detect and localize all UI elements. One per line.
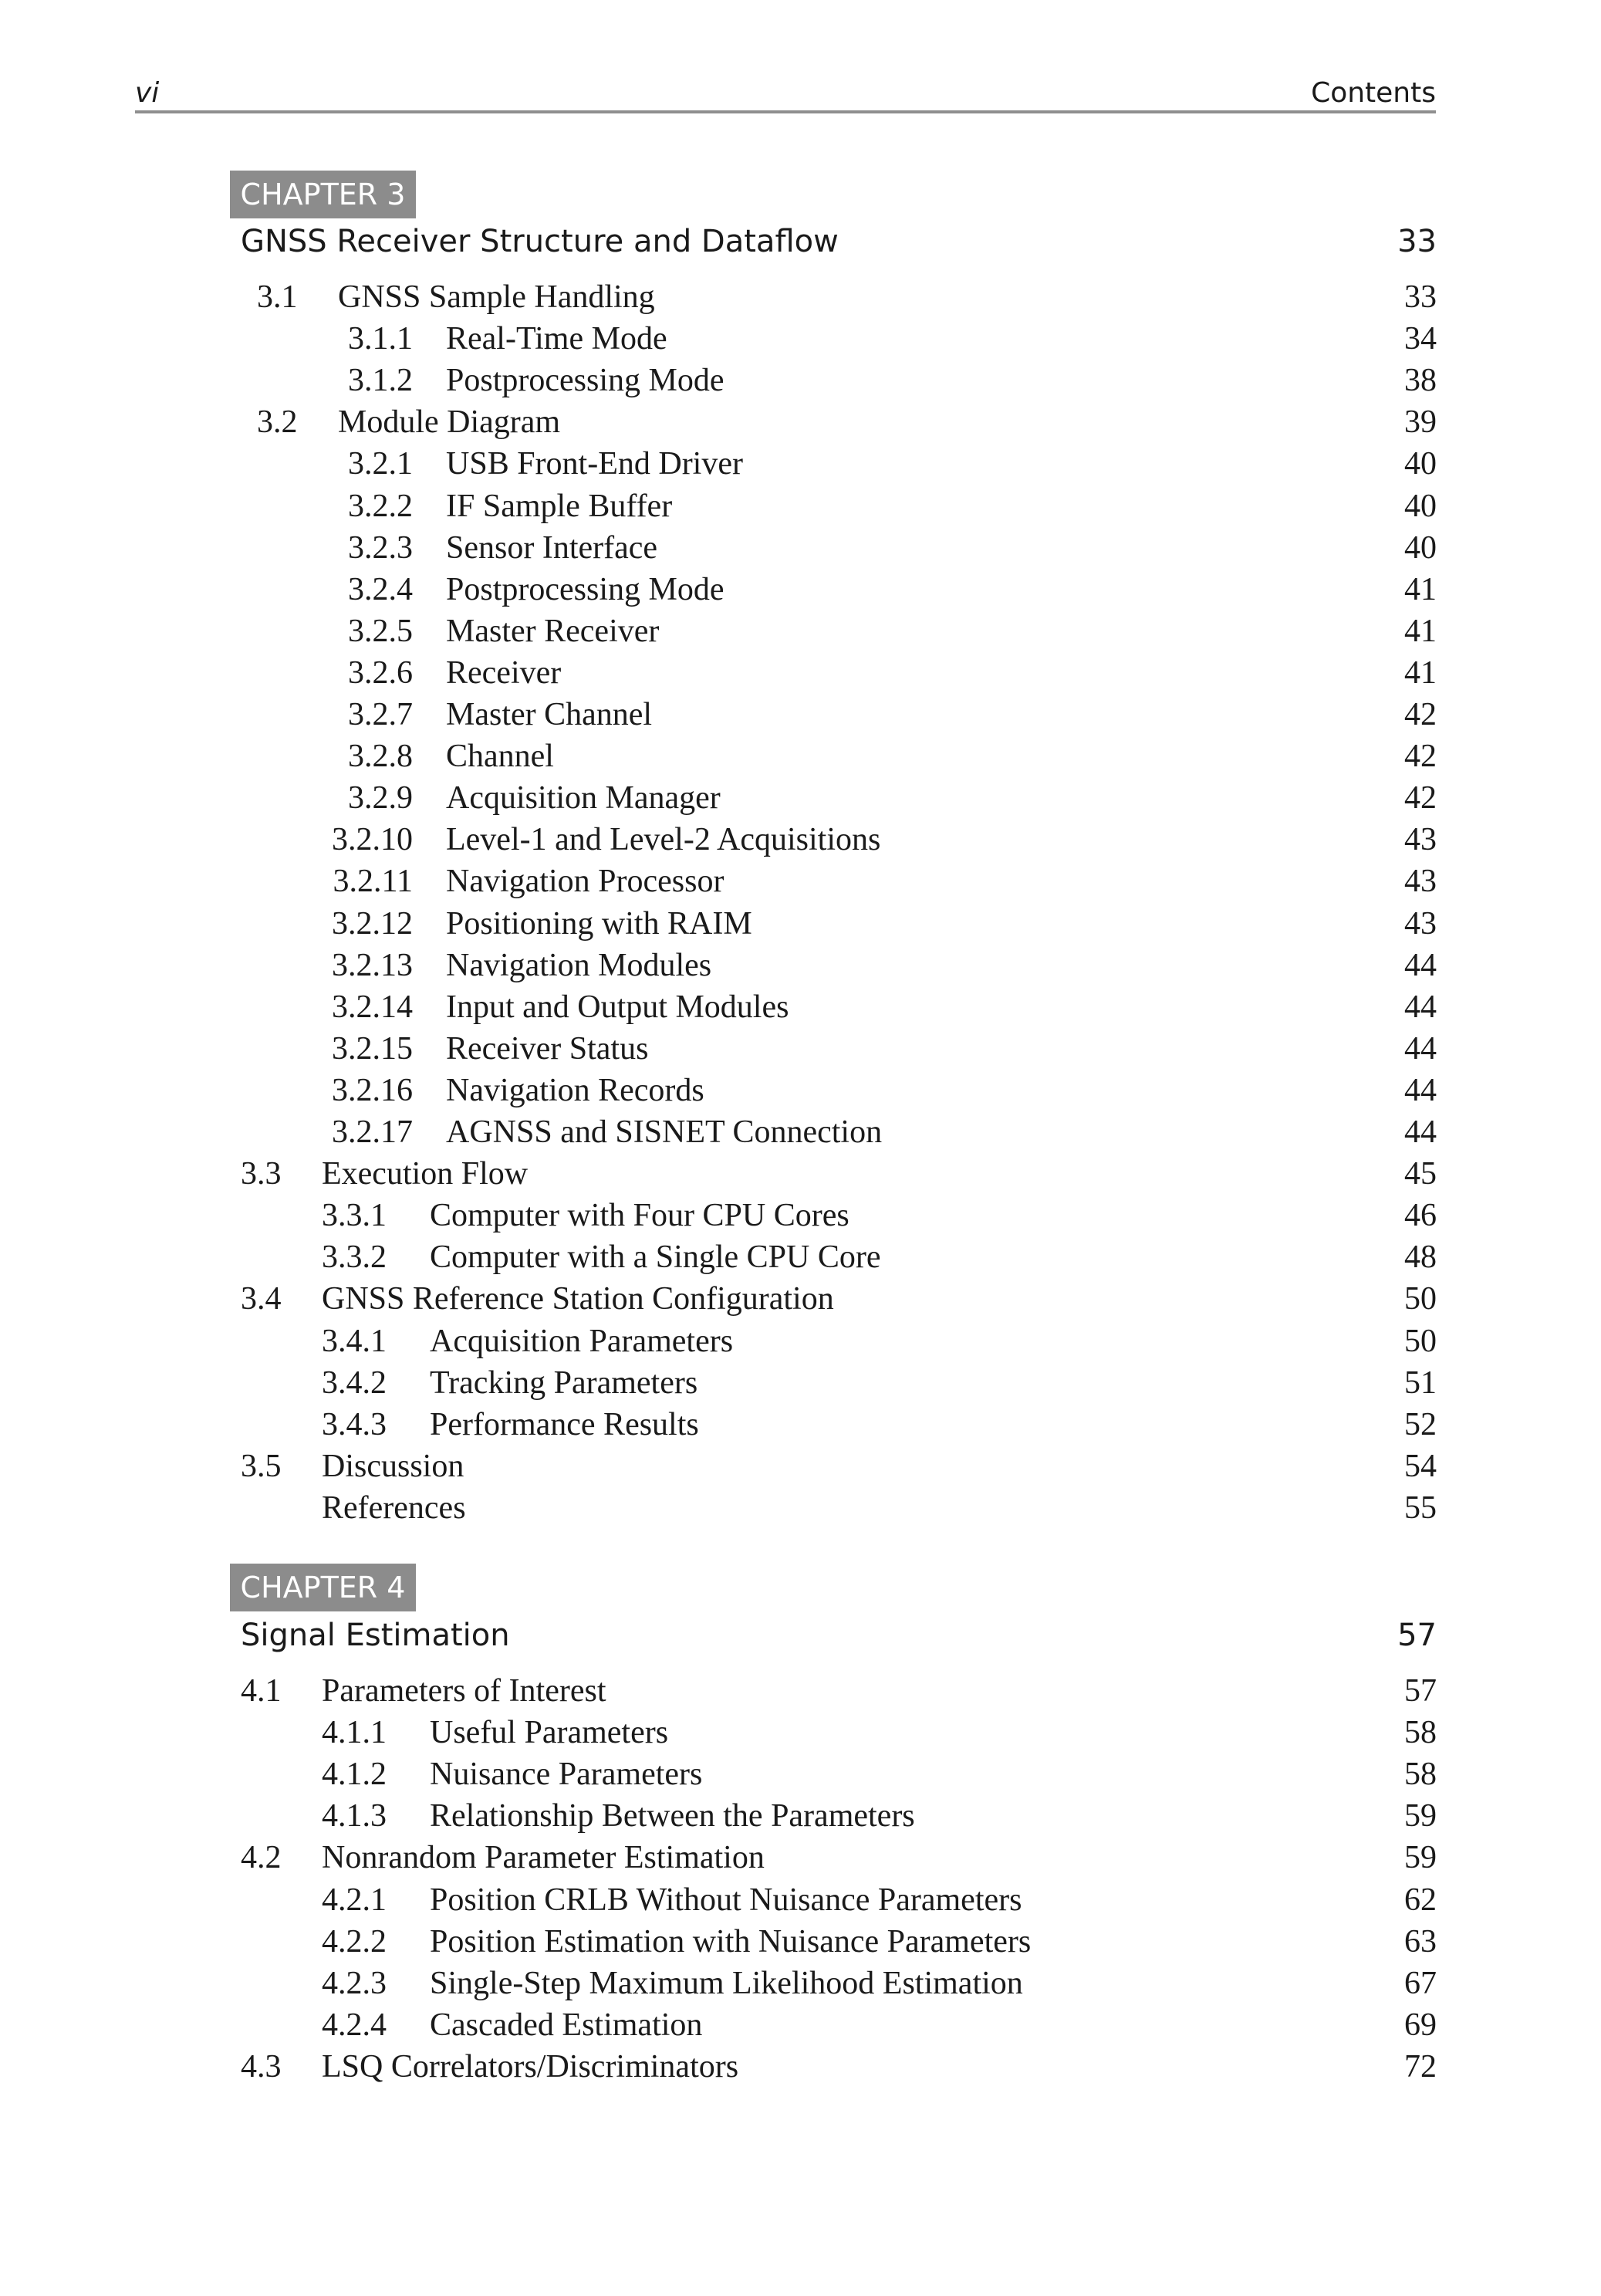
entry-title: Nonrandom Parameter Estimation [322, 1840, 765, 1875]
toc-entry[interactable] [0, 319, 1437, 359]
entry-title: Master Channel [446, 697, 653, 732]
entry-page: 48 [1404, 1239, 1437, 1275]
entry-page: 58 [1404, 1757, 1437, 1792]
toc-entry[interactable] [0, 1796, 1437, 1836]
toc-entry[interactable] [0, 695, 1437, 735]
toc-entry[interactable] [0, 1237, 1437, 1277]
entry-page: 59 [1404, 1798, 1437, 1834]
chapter-page: 57 [1397, 1618, 1437, 1653]
toc-entry[interactable] [0, 1321, 1437, 1361]
entry-number: 3.2.2 [348, 489, 413, 524]
entry-page: 40 [1404, 446, 1437, 482]
entry-title: Parameters of Interest [322, 1673, 606, 1709]
entry-title: Acquisition Manager [446, 780, 721, 816]
toc-entry[interactable] [0, 1363, 1437, 1403]
entry-page: 52 [1404, 1407, 1437, 1442]
entry-title: Postprocessing Mode [446, 572, 725, 607]
entry-title: Navigation Records [446, 1073, 704, 1108]
entry-title: Execution Flow [322, 1156, 529, 1192]
toc-entry[interactable] [0, 1671, 1437, 1711]
entry-number: 3.1.1 [348, 321, 413, 357]
entry-page: 43 [1404, 864, 1437, 899]
entry-page: 43 [1404, 822, 1437, 857]
entry-title: Position CRLB Without Nuisance Parameters [430, 1882, 1022, 1918]
entry-number: 3.2.15 [332, 1031, 413, 1067]
entry-title: Tracking Parameters [430, 1365, 698, 1401]
entry-page: 41 [1404, 614, 1437, 649]
entry-number: 4.1.3 [322, 1798, 387, 1834]
entry-page: 44 [1404, 989, 1437, 1025]
entry-page: 42 [1404, 739, 1437, 774]
entry-page: 34 [1404, 321, 1437, 357]
entry-title: Computer with a Single CPU Core [430, 1239, 881, 1275]
entry-page: 55 [1404, 1490, 1437, 1526]
toc-entry[interactable] [0, 1070, 1437, 1111]
entry-page: 40 [1404, 489, 1437, 524]
entry-page: 72 [1404, 2049, 1437, 2085]
entry-title: Computer with Four CPU Cores [430, 1198, 849, 1233]
entry-page: 44 [1404, 948, 1437, 983]
toc-entry[interactable] [0, 1195, 1437, 1236]
entry-page: 42 [1404, 697, 1437, 732]
toc-entry[interactable] [0, 1963, 1437, 2004]
entry-number: 3.5 [241, 1449, 282, 1484]
entry-title: Navigation Modules [446, 948, 712, 983]
entry-title: LSQ Correlators/Discriminators [322, 2049, 739, 2085]
entry-number: 4.2.2 [322, 1924, 387, 1960]
entry-page: 41 [1404, 572, 1437, 607]
entry-title: Postprocessing Mode [446, 363, 725, 398]
entry-title: AGNSS and SISNET Connection [446, 1114, 883, 1150]
chapter-title: Signal Estimation [241, 1618, 510, 1653]
toc-entry[interactable] [0, 861, 1437, 901]
entry-title: Useful Parameters [430, 1715, 669, 1750]
entry-number: 3.1.2 [348, 363, 413, 398]
entry-title: Relationship Between the Parameters [430, 1798, 915, 1834]
toc-entry[interactable] [0, 486, 1437, 526]
entry-number: 3.3.1 [322, 1198, 387, 1233]
entry-number: 3.2.1 [348, 446, 413, 482]
entry-title: Channel [446, 739, 554, 774]
entry-page: 33 [1404, 279, 1437, 315]
entry-title: Master Receiver [446, 614, 660, 649]
entry-page: 43 [1404, 906, 1437, 942]
entry-number: 3.2.3 [348, 530, 413, 566]
entry-page: 69 [1404, 2007, 1437, 2043]
entry-title: Real-Time Mode [446, 321, 667, 357]
toc-entry[interactable] [0, 653, 1437, 693]
entry-page: 62 [1404, 1882, 1437, 1918]
toc-entry[interactable] [0, 1713, 1437, 1753]
toc-entry[interactable] [0, 277, 1437, 317]
entry-number: 3.2.17 [332, 1114, 413, 1150]
toc-entry[interactable] [0, 444, 1437, 484]
entry-page: 58 [1404, 1715, 1437, 1750]
toc-entry[interactable] [0, 360, 1437, 401]
toc-entry[interactable] [0, 570, 1437, 610]
entry-number: 4.1 [241, 1673, 282, 1709]
entry-title: Input and Output Modules [446, 989, 789, 1025]
entry-title: Level-1 and Level-2 Acquisitions [446, 822, 881, 857]
entry-title: Sensor Interface [446, 530, 658, 566]
entry-page: 44 [1404, 1114, 1437, 1150]
toc-entry[interactable] [0, 987, 1437, 1027]
entry-number: 4.3 [241, 2049, 282, 2085]
entry-page: 39 [1404, 404, 1437, 440]
entry-title: Receiver [446, 655, 562, 691]
toc-entry[interactable] [0, 2047, 1437, 2087]
entry-page: 67 [1404, 1966, 1437, 2001]
toc-entry[interactable] [0, 736, 1437, 776]
entry-page: 59 [1404, 1840, 1437, 1875]
entry-number: 3.2.10 [332, 822, 413, 857]
toc-entry[interactable] [0, 2005, 1437, 2045]
toc-entry[interactable] [0, 1405, 1437, 1445]
entry-page: 50 [1404, 1281, 1437, 1317]
page-folio: vi [135, 77, 160, 109]
entry-page: 40 [1404, 530, 1437, 566]
entry-number: 3.2 [257, 404, 298, 440]
toc-entry[interactable] [0, 1112, 1437, 1152]
entry-number: 3.2.12 [332, 906, 413, 942]
toc-entry[interactable] [0, 778, 1437, 818]
entry-number: 3.3.2 [322, 1239, 387, 1275]
entry-number: 3.2.6 [348, 655, 413, 691]
entry-number: 3.2.4 [348, 572, 413, 607]
toc-entry[interactable] [0, 1446, 1437, 1486]
entry-page: 38 [1404, 363, 1437, 398]
entry-title: USB Front-End Driver [446, 446, 743, 482]
entry-number: 3.2.7 [348, 697, 413, 732]
toc-entry[interactable] [0, 945, 1437, 986]
entry-title: Module Diagram [338, 404, 561, 440]
toc-entry[interactable] [0, 1154, 1437, 1194]
entry-number: 3.4.1 [322, 1324, 387, 1359]
toc-entry[interactable] [0, 820, 1437, 860]
entry-number: 3.2.8 [348, 739, 413, 774]
entry-page: 45 [1404, 1156, 1437, 1192]
entry-title: Receiver Status [446, 1031, 649, 1067]
toc-entry[interactable] [0, 1279, 1437, 1319]
entry-number: 3.2.5 [348, 614, 413, 649]
entry-title: References [322, 1490, 466, 1526]
entry-number: 4.1.2 [322, 1757, 387, 1792]
toc-entry[interactable] [0, 402, 1437, 442]
toc-entry[interactable] [0, 1838, 1437, 1878]
entry-page: 41 [1404, 655, 1437, 691]
entry-number: 3.4 [241, 1281, 282, 1317]
toc-entry[interactable] [0, 904, 1437, 944]
entry-page: 46 [1404, 1198, 1437, 1233]
chapter-4-badge: CHAPTER 4 [230, 1564, 416, 1611]
running-title: Contents [1311, 77, 1436, 109]
toc-entry[interactable] [0, 1754, 1437, 1794]
toc-entry[interactable] [0, 1880, 1437, 1920]
entry-number: 3.3 [241, 1156, 282, 1192]
entry-title: Discussion [322, 1449, 464, 1484]
toc-entry[interactable] [0, 1488, 1437, 1528]
entry-page: 44 [1404, 1031, 1437, 1067]
entry-title: Acquisition Parameters [430, 1324, 734, 1359]
entry-number: 4.2.1 [322, 1882, 387, 1918]
entry-page: 51 [1404, 1365, 1437, 1401]
entry-number: 3.2.16 [332, 1073, 413, 1108]
entry-title: Positioning with RAIM [446, 906, 752, 942]
entry-page: 54 [1404, 1449, 1437, 1484]
entry-number: 3.2.13 [332, 948, 413, 983]
entry-number: 3.2.14 [332, 989, 413, 1025]
entry-title: IF Sample Buffer [446, 489, 673, 524]
toc-entry[interactable] [0, 1922, 1437, 1962]
entry-number: 3.1 [257, 279, 298, 315]
entry-title: GNSS Reference Station Configuration [322, 1281, 834, 1317]
entry-title: Single-Step Maximum Likelihood Estimation [430, 1966, 1023, 2001]
entry-page: 63 [1404, 1924, 1437, 1960]
entry-number: 4.1.1 [322, 1715, 387, 1750]
entry-number: 3.2.11 [333, 864, 413, 899]
entry-page: 44 [1404, 1073, 1437, 1108]
entry-number: 3.2.9 [348, 780, 413, 816]
entry-title: Cascaded Estimation [430, 2007, 703, 2043]
entry-number: 3.4.3 [322, 1407, 387, 1442]
entry-title: Nuisance Parameters [430, 1757, 703, 1792]
entry-title: Performance Results [430, 1407, 699, 1442]
chapter-page: 33 [1397, 224, 1437, 259]
chapter-3-badge: CHAPTER 3 [230, 171, 416, 218]
entry-page: 57 [1404, 1673, 1437, 1709]
toc-entry[interactable] [0, 611, 1437, 651]
entry-number: 4.2.4 [322, 2007, 387, 2043]
toc-entry[interactable] [0, 1029, 1437, 1069]
entry-number: 4.2 [241, 1840, 282, 1875]
entry-number: 4.2.3 [322, 1966, 387, 2001]
toc-entry[interactable] [0, 528, 1437, 568]
entry-page: 42 [1404, 780, 1437, 816]
entry-title: Position Estimation with Nuisance Parameters [430, 1924, 1032, 1960]
entry-title: GNSS Sample Handling [338, 279, 655, 315]
entry-title: Navigation Processor [446, 864, 725, 899]
entry-number: 3.4.2 [322, 1365, 387, 1401]
chapter-title: GNSS Receiver Structure and Dataflow [241, 224, 839, 259]
entry-page: 50 [1404, 1324, 1437, 1359]
